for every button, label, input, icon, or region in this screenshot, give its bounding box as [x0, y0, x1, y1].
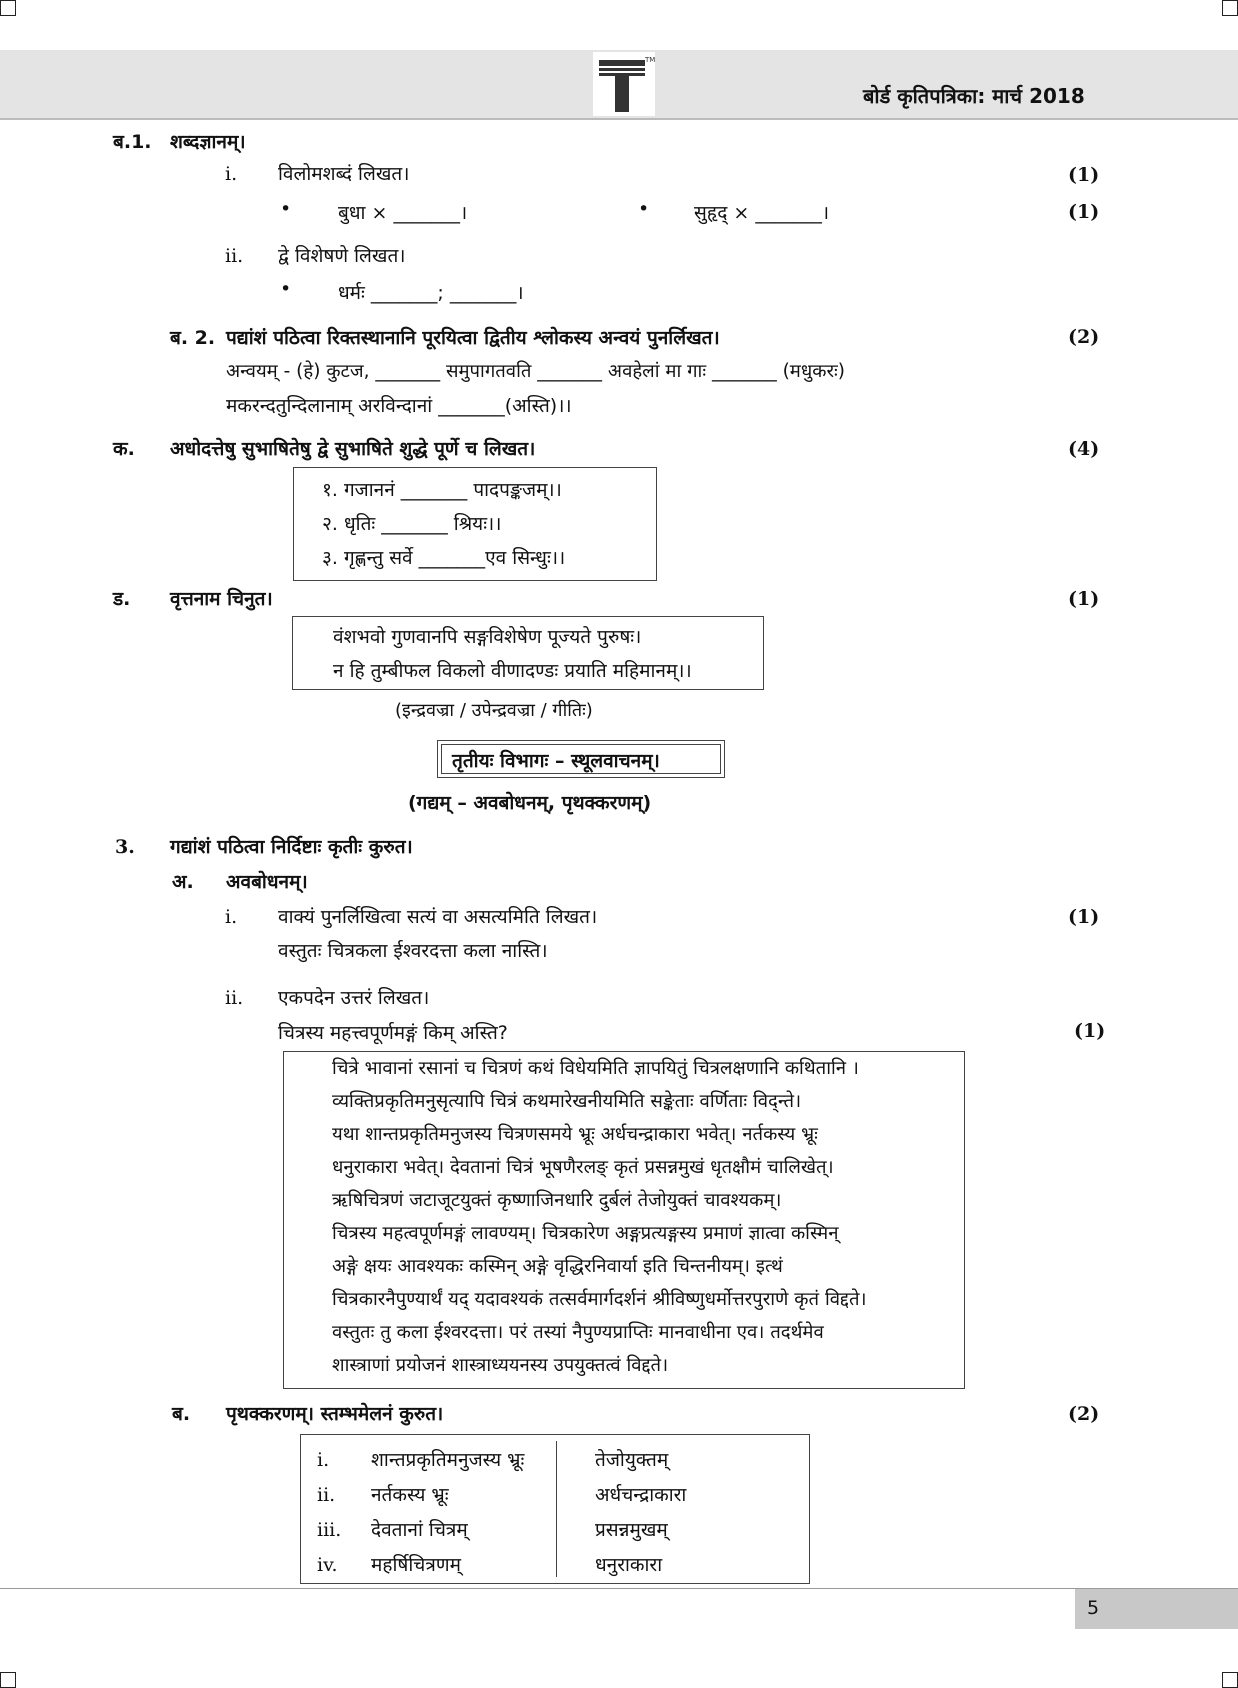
section-label: ब.1. [113, 131, 152, 153]
marks: (1) [1068, 906, 1100, 928]
item-number: i. [225, 163, 238, 185]
section-title: अधोदत्तेषु सुभाषितेषु द्वे सुभाषिते शुद्धे पूर्णे च लिखत। [170, 438, 536, 460]
question-text: एकपदेन उत्तरं लिखत। [278, 987, 430, 1009]
marks: (1) [1068, 164, 1100, 186]
item-number: ii. [225, 245, 244, 267]
section-label: ड. [113, 588, 131, 610]
match-left: देवतानां चित्रम् [371, 1519, 468, 1541]
match-table [300, 1434, 810, 1584]
question-text: द्वे विशेषणे लिखत। [278, 245, 406, 267]
crop-mark [0, 1672, 16, 1688]
match-left: महर्षिचित्रणम् [371, 1554, 461, 1576]
list-item: १. गजाननं _______ पादपङ्कजम्।। [322, 479, 562, 501]
marks: (4) [1068, 438, 1100, 460]
match-left: शान्तप्रकृतिमनुजस्य भ्रूः [371, 1449, 525, 1471]
footer-rule [0, 1588, 1238, 1589]
marks: (2) [1068, 1403, 1100, 1425]
match-num: ii. [317, 1484, 336, 1506]
marks: (1) [1068, 201, 1100, 223]
passage-line: यथा शान्तप्रकृतिमनुजस्य चित्रणसमये भ्रूः अर्धचन्द्राकारा भवेत्। नर्तकस्य भ्रूः [332, 1124, 818, 1145]
match-num: iii. [317, 1519, 342, 1541]
section-label: अ. [172, 871, 194, 893]
verse-line: वंशभवो गुणवानपि सङ्गविशेषेण पूज्यते पुरुषः। [333, 626, 642, 648]
match-num: i. [317, 1449, 330, 1471]
section-title: शब्दज्ञानम्। [170, 131, 246, 153]
part-heading: तृतीयः विभागः – स्थूलवाचनम्। [452, 750, 660, 772]
marks: (1) [1074, 1020, 1106, 1042]
page-number-box [1075, 1589, 1238, 1629]
section-title: वृत्तनाम चिनुत। [170, 588, 273, 610]
passage-line: वस्तुतः तु कला ईश्वरदत्ता। परं तस्यां नैपुण्यप्राप्तिः मानवाधीना एव। तदर्थमेव [332, 1322, 824, 1343]
marks: (2) [1068, 326, 1100, 348]
section-label: ब. 2. [170, 327, 216, 349]
list-item: ३. गृह्णन्तु सर्वे _______एव सिन्धुः।। [322, 547, 566, 569]
match-right: तेजोयुक्तम् [595, 1449, 669, 1471]
marks: (1) [1068, 588, 1100, 610]
section-title: पृथक्करणम्। स्तम्भमेलनं कुरुत। [226, 1403, 444, 1425]
match-right: धनुराकारा [595, 1554, 663, 1576]
section-label: ब. [172, 1403, 191, 1425]
svg-text:TM: TM [645, 56, 655, 64]
passage-line: चित्रे भावानां रसानां च चित्रणं कथं विधेयमिति ज्ञापयितुं चित्रलक्षणानि कथितानि । [332, 1058, 859, 1079]
section-title: पद्यांशं पठित्वा रिक्तस्थानानि पूरयित्वा द्वितीय श्लोकस्य अन्वयं पुनर्लिखत। [226, 327, 720, 349]
passage-line: अङ्गे क्षयः आवश्यकः कस्मिन् अङ्गे वृद्धिरनिवार्या इति चिन्तनीयम्। इत्थं [332, 1256, 783, 1277]
item-number: i. [225, 906, 238, 928]
list-item: २. धृतिः _______ श्रियः।। [322, 513, 502, 535]
bullet: • [280, 198, 292, 220]
anvaya-line: मकरन्दतुन्दिलानाम् अरविन्दानां _______(अस्ति)।। [226, 395, 572, 417]
question-text: विलोमशब्दं लिखत। [278, 163, 410, 185]
part-heading-box [437, 740, 725, 778]
crop-mark [0, 0, 16, 16]
crop-mark [1222, 0, 1238, 16]
page-title: बोर्ड कृतिपत्रिका: मार्च 2018 [863, 84, 1085, 108]
statement: वस्तुतः चित्रकला ईश्वरदत्ता कला नास्ति। [278, 940, 548, 962]
publisher-logo [593, 52, 655, 116]
passage-line: ऋषिचित्रणं जटाजूटयुक्तं कृष्णाजिनधारि दुर्बलं तेजोयुक्तं चावश्यकम्। [332, 1190, 782, 1211]
match-right: प्रसन्नमुखम् [595, 1519, 668, 1541]
question-text: वाक्यं पुनर्लिखित्वा सत्यं वा असत्यमिति लिखत। [278, 906, 598, 928]
passage-line: व्यक्तिप्रकृतिमनुसृत्यापि चित्रं कथमारेखनीयमिति सङ्केताः वर्णिताः विद्न्ते। [332, 1091, 802, 1112]
bullet: • [280, 278, 292, 300]
bullet: • [638, 198, 650, 220]
passage-line: चित्रस्य महत्वपूर्णमङ्गं लावण्यम्। चित्रकारेण अङ्गप्रत्यङ्गस्य प्रमाणं ज्ञात्वा कस्मिन् [332, 1223, 839, 1244]
subhashita-box [293, 467, 657, 581]
column-divider [556, 1441, 557, 1577]
blank-item: सुहृद् × _______। [694, 202, 830, 224]
passage-box [283, 1051, 965, 1389]
item-number: ii. [225, 987, 244, 1009]
match-num: iv. [317, 1554, 338, 1576]
blank-item: बुधा × _______। [338, 202, 468, 224]
match-left: नर्तकस्य भ्रूः [371, 1484, 449, 1506]
crop-mark [1222, 1672, 1238, 1688]
page-number: 5 [1087, 1597, 1100, 1619]
match-right: अर्धचन्द्राकारा [595, 1484, 687, 1506]
passage-line: शास्त्राणां प्रयोजनं शास्त्राध्ययनस्य उपयुक्तत्वं विद्दते। [332, 1355, 669, 1376]
part-subheading: (गद्यम् – अवबोधनम्, पृथक्करणम्) [408, 792, 652, 814]
verse-line: न हि तुम्बीफल विकलो वीणादण्डः प्रयाति महिमानम्।। [333, 660, 692, 682]
passage-line: धनुराकारा भवेत्। देवतानां चित्रं भूषणैरलङ् कृतं प्रसन्नमुखं धृतक्षौमं चालिखेत्। [332, 1157, 834, 1178]
question-title: गद्यांशं पठित्वा निर्दिष्टाः कृतीः कुरुत। [170, 836, 413, 858]
section-title: अवबोधनम्। [226, 871, 308, 893]
metre-options: (इन्द्रवज्रा / उपेन्द्रवज्रा / गीतिः) [395, 700, 593, 721]
question-text: चित्रस्य महत्त्वपूर्णमङ्गं किम् अस्ति? [278, 1022, 508, 1044]
blank-item: धर्मः _______; _______। [338, 282, 524, 304]
passage-line: चित्रकारनैपुण्यार्थं यद् यदावश्यकं तत्सर्वमार्गदर्शनं श्रीविष्णुधर्मोत्तरपुराणे कृतं विद्दते। [332, 1289, 867, 1310]
question-number: 3. [115, 836, 135, 858]
section-label: क. [113, 438, 135, 460]
anvaya-line: अन्वयम् - (हे) कुटज, _______ समुपागतवति _______ अवहेलां मा गाः _______ (मधुकरः) [226, 361, 845, 382]
verse-box [292, 616, 764, 690]
